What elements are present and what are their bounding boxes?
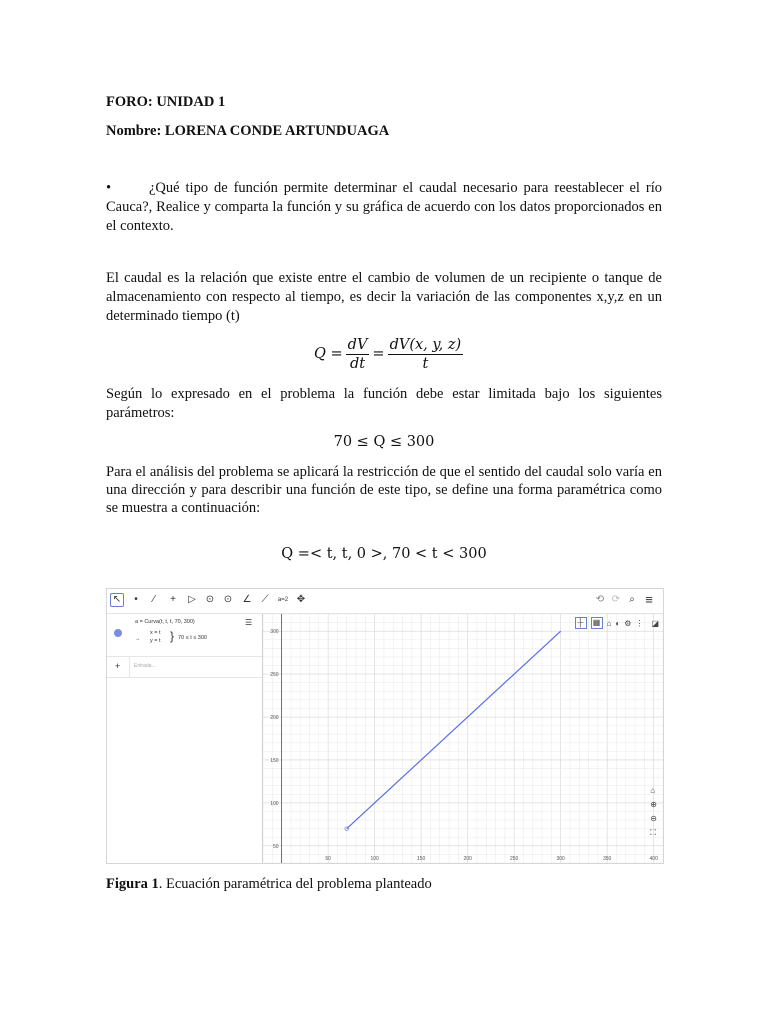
- circle-three-points-icon[interactable]: ⊙: [223, 594, 233, 605]
- doc-title: FORO: UNIDAD 1: [106, 94, 226, 110]
- more-icon[interactable]: ⋮: [635, 618, 644, 628]
- fraction-numerator: dV: [347, 337, 368, 353]
- fraction-dvxyz-t: [388, 336, 464, 373]
- algebra-arrow: →: [135, 636, 141, 642]
- y-tick-label: 200: [270, 715, 279, 722]
- fullscreen-icon[interactable]: ⛶: [650, 828, 656, 837]
- redo-icon[interactable]: ⟳: [611, 594, 621, 605]
- y-tick-label: 250: [270, 672, 279, 679]
- fraction-dv-dt: [346, 336, 370, 373]
- circle-icon[interactable]: ⊙: [205, 594, 215, 605]
- equation-caudal: [314, 336, 466, 373]
- question-text: ¿Qué tipo de función permite determinar el caudal necesario para reestablecer el río Cauca?, Realice y comparta la función y su gráfica de acuerdo con los datos proporcionados en el contexto.: [106, 180, 662, 234]
- perpendicular-icon[interactable]: +: [170, 594, 176, 605]
- fraction-numerator: dV(x, y, z): [389, 337, 462, 353]
- algebra-range: 70 ≤ t ≤ 300: [178, 635, 207, 641]
- reflect-icon[interactable]: ⟋: [261, 594, 269, 605]
- algebra-style-icon[interactable]: ☰: [245, 618, 253, 627]
- algebra-item[interactable]: [107, 614, 262, 657]
- zoom-out-icon[interactable]: ⊖: [650, 814, 657, 823]
- paragraph-parametric: Para el análisis del problema se aplicará la restricción de que el sentido del caudal solo varía en una dirección y para describir una función de este tipo, se define una forma paramétrica como se muestra a continuación:: [106, 464, 662, 516]
- search-icon[interactable]: ⌕: [629, 594, 635, 605]
- x-tick-label: 50: [325, 856, 331, 862]
- x-tick-label: 200: [463, 856, 472, 862]
- algebra-definition: a = Curva(t, t, t, 70, 300): [135, 619, 195, 625]
- y-tick-label: 50: [273, 843, 279, 850]
- input-field[interactable]: Entrada...: [134, 663, 156, 669]
- input-row[interactable]: [107, 657, 262, 678]
- home-view-icon[interactable]: ⌂: [650, 786, 656, 795]
- y-tick-label: 300: [270, 629, 279, 636]
- point-icon[interactable]: •: [134, 594, 138, 605]
- x-tick-label: 350: [603, 856, 612, 862]
- settings-icon[interactable]: ⚙: [624, 618, 632, 628]
- home-icon[interactable]: ⌂: [606, 618, 612, 628]
- slider-icon[interactable]: a=2: [277, 597, 289, 603]
- author-name: Nombre: LORENA CONDE ARTUNDUAGA: [106, 123, 390, 139]
- geogebra-figure: [106, 588, 664, 864]
- graph-canvas[interactable]: [263, 614, 663, 863]
- angle-icon[interactable]: ∠: [242, 594, 252, 605]
- curve-line: [347, 631, 561, 828]
- x-tick-label: 150: [416, 856, 426, 862]
- axes-toggle-icon[interactable]: ┼: [575, 617, 587, 629]
- grid-toggle-icon[interactable]: ▦: [591, 617, 603, 629]
- zoom-in-icon[interactable]: ⊕: [650, 800, 657, 809]
- graphics-view[interactable]: [263, 614, 663, 863]
- x-tick-label: 400: [649, 856, 658, 862]
- fraction-denominator: dt: [349, 356, 366, 372]
- algebra-x: x = t: [150, 630, 161, 636]
- caption-text: . Ecuación paramétrica del problema planteado: [158, 876, 432, 892]
- point-capture-icon[interactable]: ◐: [615, 618, 621, 628]
- add-icon[interactable]: +: [115, 661, 121, 671]
- x-tick-label: 250: [509, 856, 519, 862]
- eq-lhs: Q =: [314, 346, 343, 362]
- input-divider: [129, 657, 130, 677]
- geogebra-toolbar: [107, 589, 663, 614]
- style-bar-toggle-icon[interactable]: ◪: [651, 618, 659, 628]
- equation-parametric: Q =< t, t, 0 >, 70 < t < 300: [281, 546, 487, 562]
- line-icon[interactable]: ⁄: [153, 594, 155, 605]
- polygon-icon[interactable]: ▷: [188, 594, 196, 605]
- menu-icon[interactable]: ≡: [645, 592, 653, 607]
- x-tick-label: 100: [370, 856, 379, 862]
- paragraph-limits: Según lo expresado en el problema la función debe estar limitada bajo los siguientes parámetros:: [106, 386, 662, 421]
- move-icon[interactable]: ↖: [110, 593, 124, 607]
- move-view-icon[interactable]: ✥: [296, 594, 306, 605]
- y-tick-label: 100: [270, 800, 279, 807]
- question-bullet: •: [106, 180, 112, 196]
- x-tick-label: 300: [556, 856, 565, 862]
- y-tick-label: 150: [270, 757, 279, 764]
- visibility-toggle-icon[interactable]: [114, 629, 122, 637]
- caption-label: Figura 1: [106, 876, 159, 892]
- equation-limits: 70 ≤ Q ≤ 300: [333, 434, 435, 450]
- figure-caption: [106, 875, 432, 894]
- eq-equals: =: [372, 346, 385, 362]
- fraction-denominator: t: [422, 356, 429, 372]
- paragraph-caudal: El caudal es la relación que existe entre el cambio de volumen de un recipiente o tanque de almacenamiento con respecto al tiempo, es decir la variación de las componentes x,y,z en un determinado tiempo (t): [106, 270, 662, 324]
- algebra-view: [107, 614, 263, 863]
- graphics-style-bar: [575, 616, 659, 630]
- zoom-controls: [650, 786, 657, 838]
- undo-icon[interactable]: ⟲: [595, 594, 605, 605]
- algebra-y: y = t: [150, 638, 161, 644]
- algebra-brace: }: [170, 629, 175, 643]
